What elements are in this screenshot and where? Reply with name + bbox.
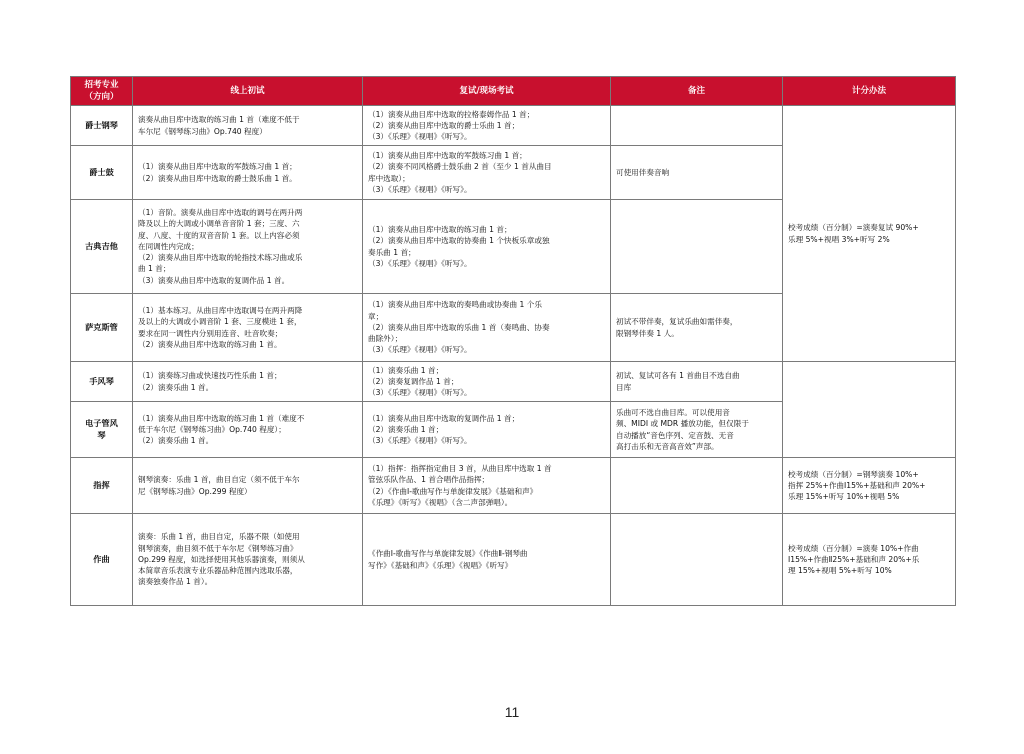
table-header-row [71,77,956,106]
major-cell: 电子管风 琴 [71,402,133,458]
remark-cell [611,200,783,294]
online-exam-cell: （1）演奏从曲目库中选取的军鼓练习曲 1 首； （2）演奏从曲目库中选取的爵士鼓乐曲 1 首。 [133,146,363,200]
remark-cell: 初试不带伴奏，复试乐曲如需伴奏， 限钢琴伴奏 1 人。 [611,294,783,362]
remark-cell: 可使用伴奏音响 [611,146,783,200]
online-exam-cell: （1）音阶。演奏从曲目库中选取的调号在两升两 降及以上的大调或小调单音音阶 1 套；三度、六 度、八度、十度的双音音阶 1 套。以上内容必须 在同调性内完成； （2）演奏从曲目库中选取的轮指技术练习曲或乐 曲 1 首； （3）演奏从曲目库中选取的复调作品 1 首。 [133,200,363,294]
retest-cell: （1）演奏从曲目库中选取的军鼓练习曲 1 首； （2）演奏不同风格爵士鼓乐曲 2 首（至少 1 首从曲目 库中选取）； （3）《乐理》《视唱》《听写》。 [363,146,611,200]
admission-exam-table [70,76,956,606]
page-number: 11 [504,704,520,720]
header-major: 招考专业 （方向） [71,77,133,106]
retest-cell: （1）演奏从曲目库中选取的复调作品 1 首； （2）演奏乐曲 1 首； （3）《乐理》《视唱》《听写》。 [363,402,611,458]
remark-cell [611,458,783,514]
header-scoring: 计分办法 [783,77,956,106]
major-cell: 手风琴 [71,362,133,402]
table-row [71,458,956,514]
major-cell: 爵士鼓 [71,146,133,200]
retest-cell: （1）演奏从曲目库中选取的拉格泰姆作品 1 首； （2）演奏从曲目库中选取的爵士乐曲 1 首； （3）《乐理》《视唱》《听写》。 [363,106,611,146]
online-exam-cell: 演奏从曲目库中选取的练习曲 1 首（难度不低于 车尔尼《钢琴练习曲》Op.740 程度） [133,106,363,146]
header-retest: 复试/现场考试 [363,77,611,106]
header-online-exam: 线上初试 [133,77,363,106]
retest-cell: （1）指挥：指挥指定曲目 3 首，从曲目库中选取 1 首 管弦乐队作品、1 首合唱作品指挥； （2）《作曲Ⅰ-歌曲写作与单旋律发展》《基础和声》 《乐理》《听写》《视唱》（含二声部弹唱）。 [363,458,611,514]
remark-cell [611,106,783,146]
online-exam-cell: 钢琴演奏：乐曲 1 首，曲目自定（须不低于车尔 尼《钢琴练习曲》Op.299 程度） [133,458,363,514]
table-row [71,362,956,402]
retest-cell: （1）演奏从曲目库中选取的奏鸣曲或协奏曲 1 个乐 章； （2）演奏从曲目库中选取的乐曲 1 首（奏鸣曲、协奏 曲除外）； （3）《乐理》《视唱》《听写》。 [363,294,611,362]
major-cell: 萨克斯管 [71,294,133,362]
major-cell: 爵士钢琴 [71,106,133,146]
scoring-cell: 校考成绩（百分制）=钢琴演奏 10%+ 指挥 25%+作曲Ⅰ15%+基础和声 20%+ 乐理 15%+听写 10%+视唱 5% [783,458,956,514]
retest-cell: （1）演奏乐曲 1 首； （2）演奏复调作品 1 首； （3）《乐理》《视唱》《听写》。 [363,362,611,402]
online-exam-cell: （1）演奏练习曲或快速技巧性乐曲 1 首； （2）演奏乐曲 1 首。 [133,362,363,402]
remark-cell: 初试、复试可各有 1 首曲目不选自曲 目库 [611,362,783,402]
table-row [71,106,956,146]
retest-cell: （1）演奏从曲目库中选取的练习曲 1 首； （2）演奏从曲目库中选取的协奏曲 1 个快板乐章或独 奏乐曲 1 首； （3）《乐理》《视唱》《听写》。 [363,200,611,294]
scoring-cell-empty [783,362,956,458]
major-cell: 古典吉他 [71,200,133,294]
remark-cell: 乐曲可不选自曲目库。可以使用音 频、MIDI 或 MDR 播放功能，但仅限于 自动播放“音色序列、定音鼓、无音 高打击乐和无音高音效”声部。 [611,402,783,458]
remark-cell [611,514,783,606]
table-row [71,514,956,606]
scoring-cell: 校考成绩（百分制）=演奏复试 90%+ 乐理 5%+视唱 3%+听写 2% [783,106,956,362]
header-remark: 备注 [611,77,783,106]
scoring-cell: 校考成绩（百分制）=演奏 10%+作曲 Ⅰ15%+作曲Ⅱ25%+基础和声 20%+乐 理 15%+视唱 5%+听写 10% [783,514,956,606]
major-cell: 指挥 [71,458,133,514]
online-exam-cell: （1）演奏从曲目库中选取的练习曲 1 首（难度不 低于车尔尼《钢琴练习曲》Op.740 程度）； （2）演奏乐曲 1 首。 [133,402,363,458]
retest-cell: 《作曲Ⅰ-歌曲写作与单旋律发展》《作曲Ⅱ-钢琴曲 写作》《基础和声》《乐理》《视唱》《听写》 [363,514,611,606]
online-exam-cell: （1）基本练习。从曲目库中选取调号在两升两降 及以上的大调或小调音阶 1 套、三度模进 1 套， 要求在同一调性内分别用连音、吐音吹奏； （2）演奏从曲目库中选取的练习曲 1 首。 [133,294,363,362]
online-exam-cell: 演奏：乐曲 1 首，曲目自定，乐器不限（如使用 钢琴演奏，曲目须不低于车尔尼《钢琴练习曲》 Op.299 程度，如选择使用其他乐器演奏，则须从 本简章音乐表演专业乐器品种范围内选取乐器， 演奏独奏作品 1 首）。 [133,514,363,606]
document-page [70,76,955,606]
major-cell: 作曲 [71,514,133,606]
